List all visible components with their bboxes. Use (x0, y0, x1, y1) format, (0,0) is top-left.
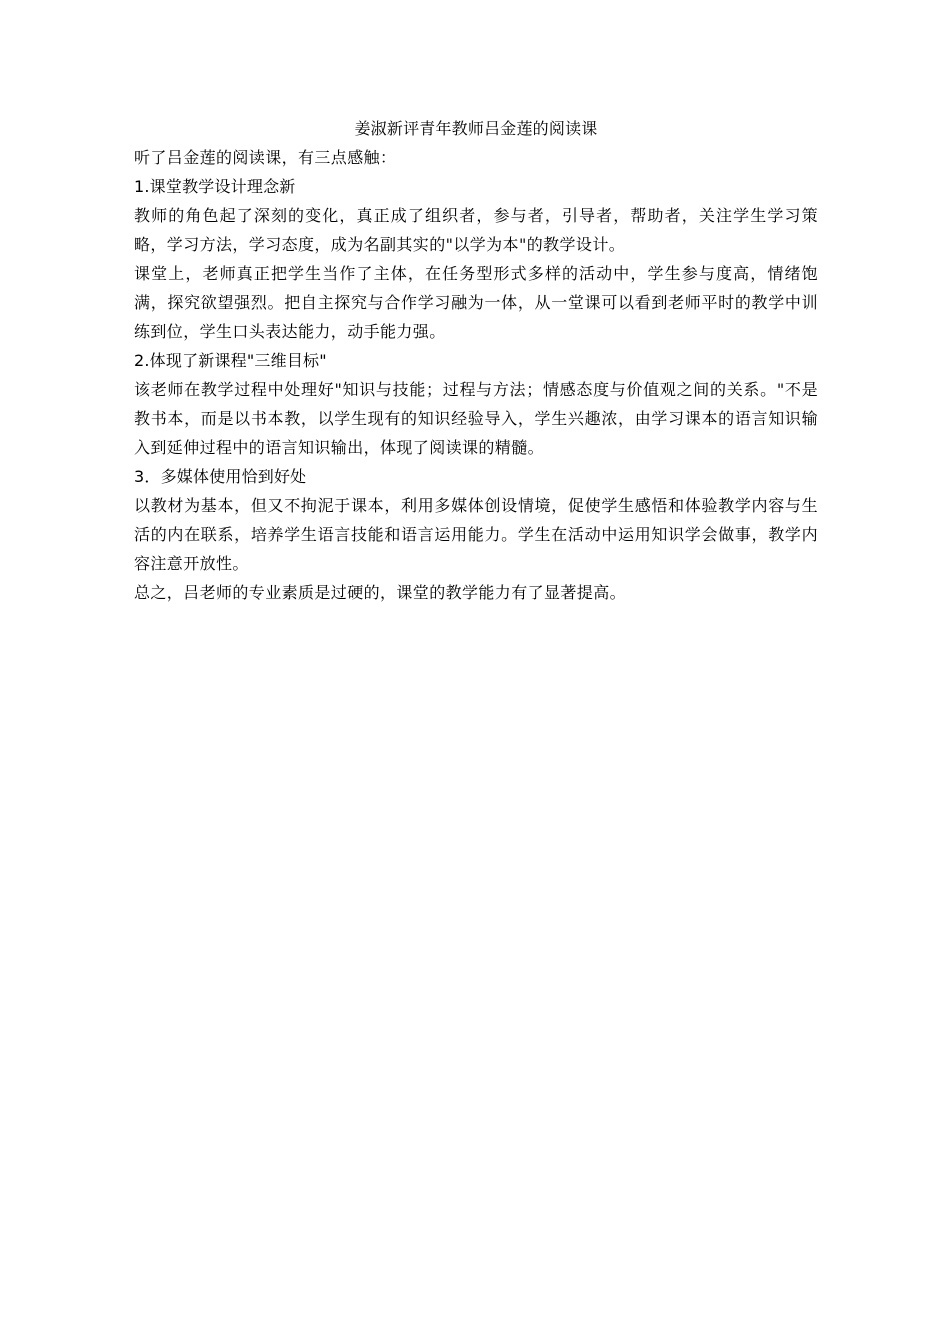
section-1-paragraph-1: 教师的角色起了深刻的变化，真正成了组织者，参与者，引导者，帮助者，关注学生学习策略，学习方法，学习态度，成为名副其实的"以学为本"的教学设计。 (134, 206, 818, 254)
section-3-paragraph-1: 以教材为基本，但又不拘泥于课本，利用多媒体创设情境，促使学生感悟和体验教学内容与生活的内在联系，培养学生语言技能和语言运用能力。学生在活动中运用知识学会做事，教学内容注意开放性。 (134, 496, 818, 573)
conclusion-paragraph: 总之，吕老师的专业素质是过硬的，课堂的教学能力有了显著提高。 (134, 583, 627, 602)
document-body (134, 114, 818, 607)
intro-paragraph: 听了吕金莲的阅读课，有三点感触： (134, 148, 397, 167)
document-title: 姜淑新评青年教师吕金莲的阅读课 (354, 119, 598, 138)
section-heading-2: 2.体现了新课程"三维目标" (134, 351, 327, 370)
section-heading-3: 3．多媒体使用恰到好处 (134, 467, 307, 486)
section-1-paragraph-2: 课堂上，老师真正把学生当作了主体，在任务型形式多样的活动中，学生参与度高，情绪饱满，探究欲望强烈。把自主探究与合作学习融为一体，从一堂课可以看到老师平时的教学中训练到位，学生口头表达能力，动手能力强。 (134, 264, 818, 341)
section-2-paragraph-1: 该老师在教学过程中处理好"知识与技能；过程与方法；情感态度与价值观之间的关系。"不是教书本，而是以书本教，以学生现有的知识经验导入，学生兴趣浓，由学习课本的语言知识输入到延伸过程中的语言知识输出，体现了阅读课的精髓。 (134, 380, 818, 457)
section-heading-1: 1.课堂教学设计理念新 (134, 177, 296, 196)
